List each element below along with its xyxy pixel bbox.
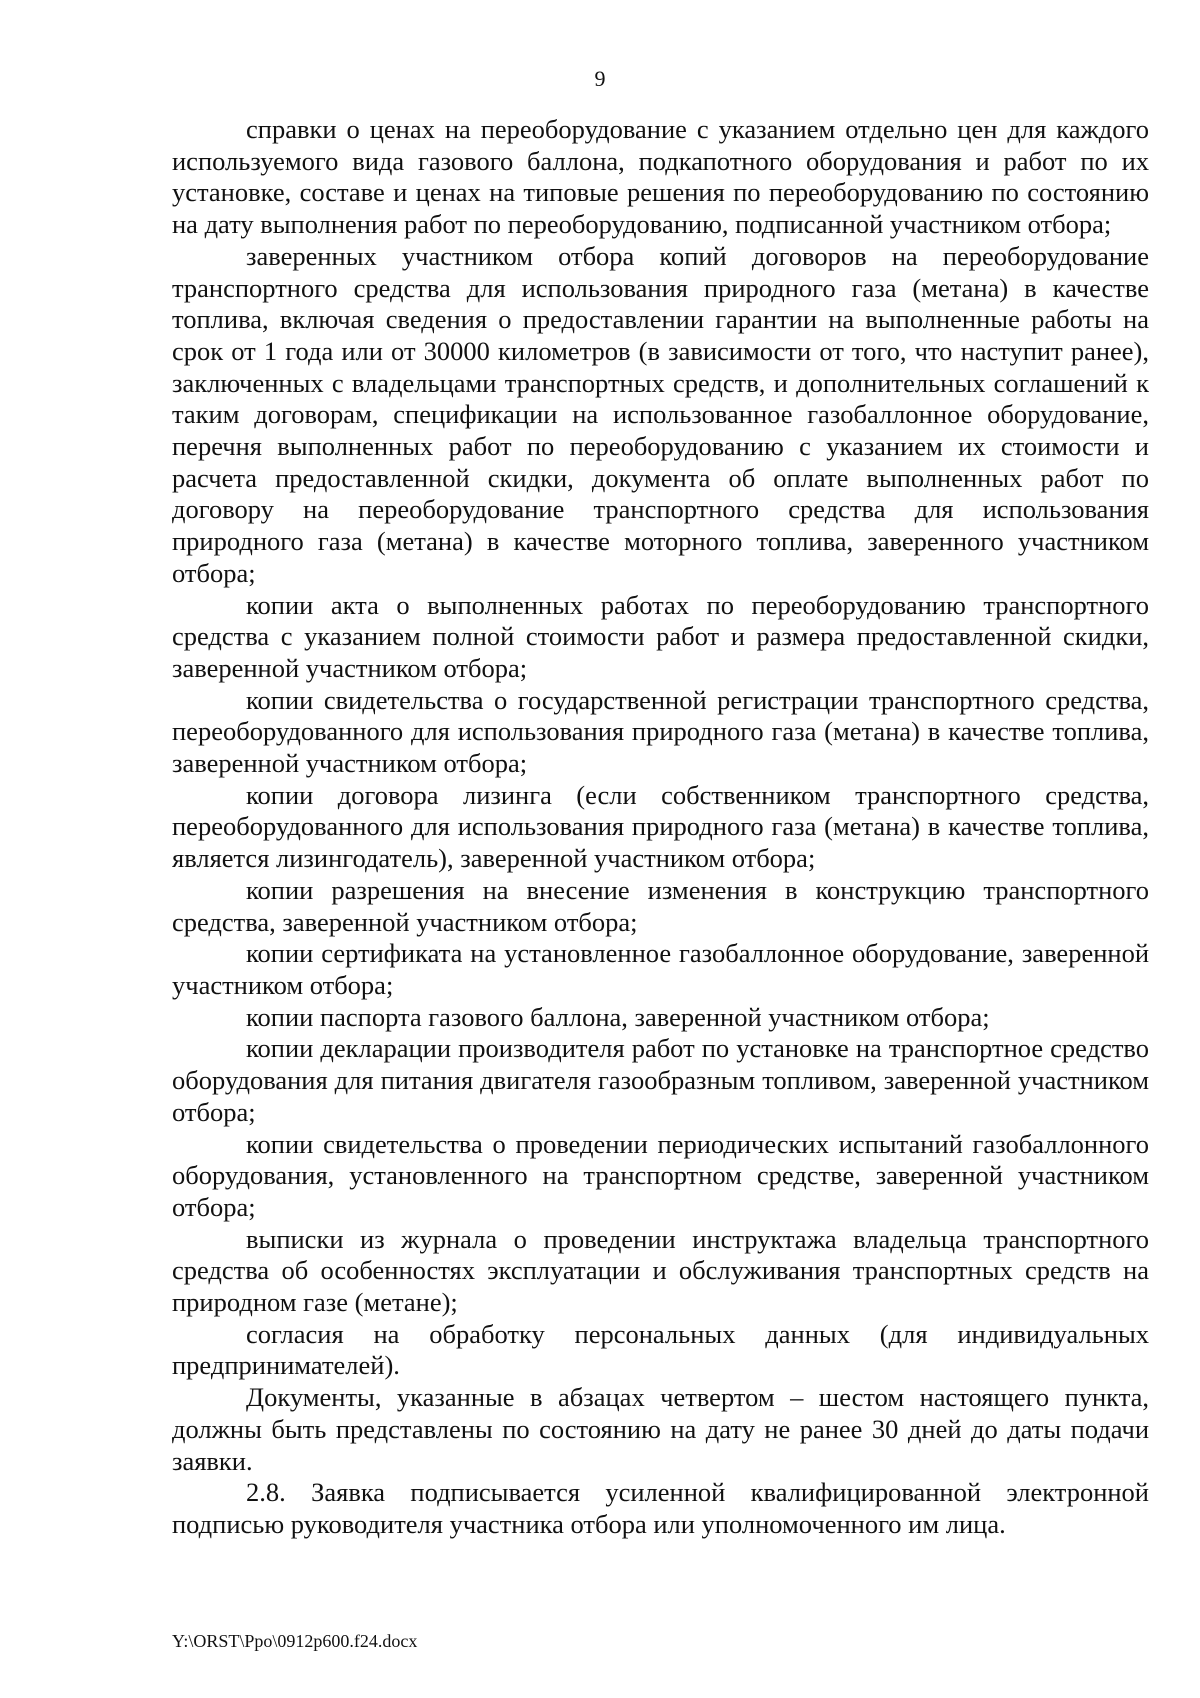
paragraph-work-act-copy: копии акта о выполненных работах по переоборудованию транспортного средства с указанием полной стоимости работ и размера предоставленной скидки, заверенной участником отбора; <box>172 589 1149 683</box>
paragraph-briefing-log-extract: выписки из журнала о проведении инструктажа владельца транспортного средства об особенностях эксплуатации и обслуживания транспортных средств на природном газе (метане); <box>172 1223 1149 1318</box>
footer-file-path: Y:\ORST\Ppo\0912p600.f24.docx <box>172 1631 418 1651</box>
paragraph-cylinder-passport-copy: копии паспорта газового баллона, заверенной участником отбора; <box>246 1001 990 1032</box>
page-number: 9 <box>594 66 606 91</box>
paragraph-documents-validity: Документы, указанные в абзацах четвертом – шестом настоящего пункта, должны быть представлены по состоянию на дату не ранее 30 дней до даты подачи заявки. <box>172 1382 1149 1476</box>
paragraph-contract-copies: заверенных участником отбора копий договоров на переоборудование транспортного средства для использования природного газа (метана) в качестве топлива, включая сведения о предоставлении гарантии на выполненные работы на срок от 1 года или от 30000 километров (в зависимости от того, что наступит ранее), заключенных с владельцами транспортных средств, и дополнительных соглашений к таким договорам, спецификации на использованное газобаллонное оборудование, перечня выполненных работ по переоборудованию с указанием их стоимости и расчета предоставленной скидки, документа об оплате выполненных работ по договору на переоборудование транспортного средства для использования природного газа (метана) в качестве моторного топлива, заверенного участником отбора; <box>172 240 1149 588</box>
paragraph-price-certificates: справки о ценах на переоборудование с указанием отдельно цен для каждого используемого вида газового баллона, подкапотного оборудования и работ по их установке, составе и ценах на типовые решения по переоборудованию по состоянию на дату выполнения работ по переоборудованию, подписанной участником отбора; <box>172 114 1149 240</box>
paragraph-clause-2-8: 2.8. Заявка подписывается усиленной квалифицированной электронной подписью руководителя участника отбора или уполномоченного им лица. <box>172 1477 1149 1539</box>
paragraph-manufacturer-declaration-copy: копии декларации производителя работ по установке на транспортное средство оборудования для питания двигателя газообразным топливом, заверенной участником отбора; <box>172 1033 1149 1127</box>
paragraph-periodic-tests-certificate-copy: копии свидетельства о проведении периодических испытаний газобаллонного оборудования, установленного на транспортном средстве, заверенной участником отбора; <box>172 1128 1149 1222</box>
document-body <box>172 114 1149 1541</box>
paragraph-leasing-contract-copy: копии договора лизинга (если собственником транспортного средства, переоборудованного для использования природного газа (метана) в качестве топлива, является лизингодатель), заверенной участником отбора; <box>172 779 1149 874</box>
paragraph-registration-certificate-copy: копии свидетельства о государственной регистрации транспортного средства, переоборудованного для использования природного газа (метана) в качестве топлива, заверенной участником отбора; <box>172 684 1149 779</box>
paragraph-personal-data-consent: согласия на обработку персональных данных (для индивидуальных предпринимателей). <box>172 1318 1149 1381</box>
paragraph-equipment-certificate-copy: копии сертификата на установленное газобаллонное оборудование, заверенной участником отбора; <box>172 938 1149 1000</box>
paragraph-design-change-permit-copy: копии разрешения на внесение изменения в конструкцию транспортного средства, заверенной участником отбора; <box>172 874 1149 937</box>
